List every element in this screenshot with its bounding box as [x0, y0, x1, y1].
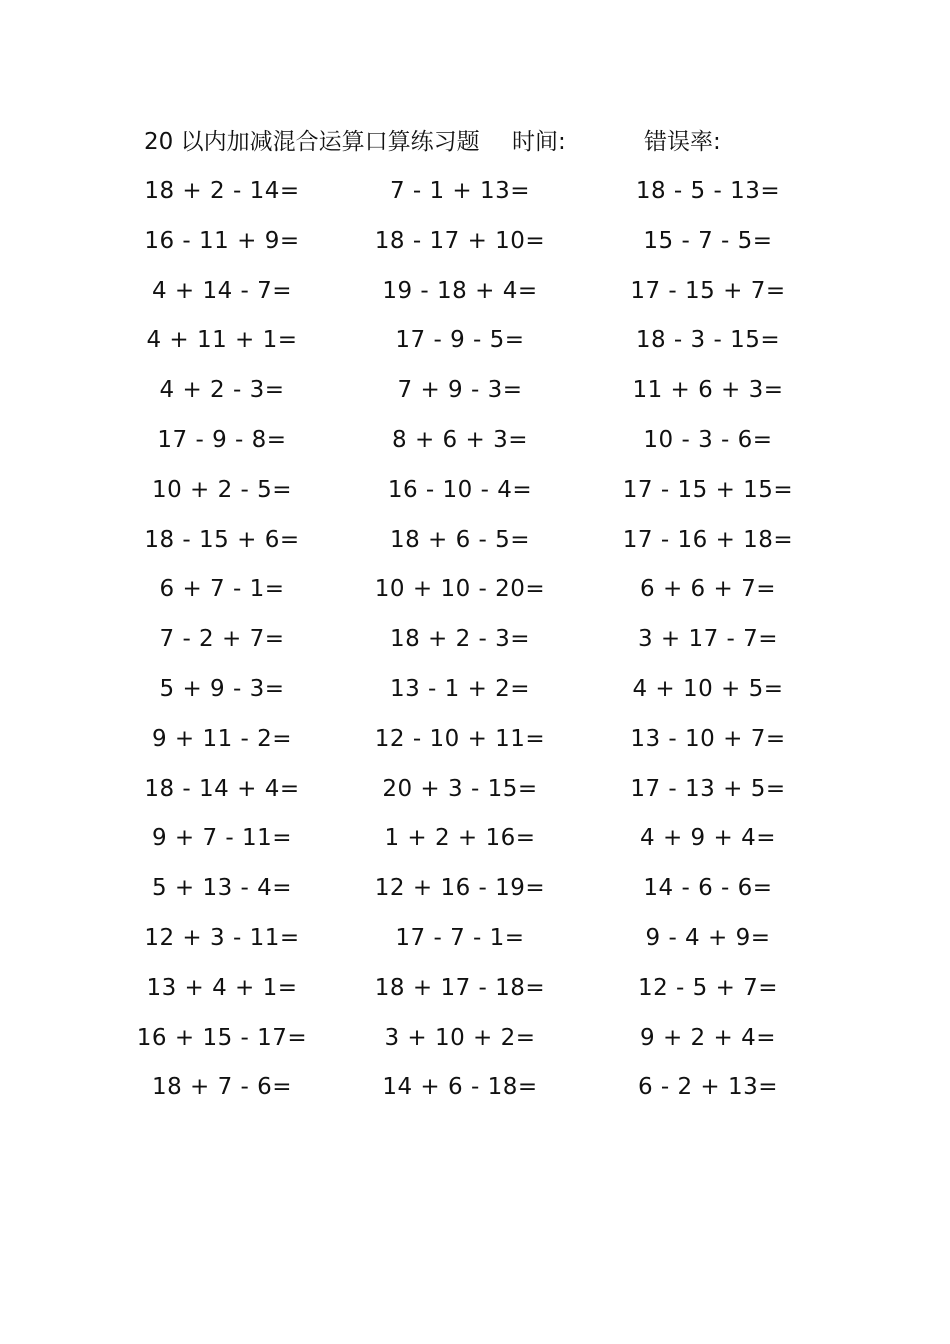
time-label: 时间: — [512, 129, 566, 155]
math-problem: 18 - 5 - 13= — [635, 178, 781, 204]
math-problem: 14 + 6 - 18= — [382, 1074, 538, 1101]
math-problem: 4 + 14 - 7= — [151, 277, 293, 304]
math-problem: 13 + 4 + 1= — [146, 974, 298, 1001]
math-problem: 18 - 14 + 4= — [144, 775, 300, 802]
math-problem: 13 - 10 + 7= — [630, 725, 786, 752]
math-problem: 4 + 10 + 5= — [632, 675, 784, 702]
math-problem: 8 + 6 + 3= — [392, 426, 528, 453]
math-problem: 18 + 7 - 6= — [151, 1074, 293, 1101]
math-problem: 5 + 9 - 3= — [159, 675, 285, 702]
math-problem: 5 + 13 - 4= — [151, 875, 293, 902]
math-problem: 17 - 13 + 5= — [630, 775, 786, 802]
error-rate-label: 错误率: — [644, 129, 721, 155]
math-problem: 18 - 17 + 10= — [374, 227, 546, 254]
problem-row — [0, 869, 950, 919]
worksheet-title: 20 以内加减混合运算口算练习题 — [144, 129, 480, 155]
problem-row — [0, 770, 950, 820]
math-problem: 14 - 6 - 6= — [643, 875, 773, 902]
math-problem: 10 + 2 - 5= — [151, 476, 293, 503]
problem-row — [0, 222, 950, 272]
math-problem: 20 + 3 - 15= — [382, 775, 538, 802]
problem-row — [0, 1068, 950, 1118]
math-problem: 6 + 6 + 7= — [640, 576, 776, 603]
math-problem: 3 + 17 - 7= — [637, 626, 779, 653]
problem-row — [0, 272, 950, 322]
problem-row — [0, 670, 950, 720]
math-problem: 4 + 9 + 4= — [640, 825, 776, 852]
problem-row — [0, 1019, 950, 1069]
math-problem: 13 - 1 + 2= — [389, 675, 531, 702]
problem-row — [0, 919, 950, 969]
math-problem: 12 + 16 - 19= — [374, 875, 546, 902]
math-problem: 18 - 15 + 6= — [144, 526, 300, 553]
math-problem: 18 + 6 - 5= — [389, 526, 531, 553]
math-problem: 12 + 3 - 11= — [144, 924, 300, 951]
math-problem: 18 - 3 - 15= — [635, 327, 781, 354]
problem-row — [0, 969, 950, 1019]
problem-row — [0, 521, 950, 571]
math-problem: 9 + 7 - 11= — [151, 825, 293, 852]
problem-row — [0, 720, 950, 770]
math-problem: 17 - 9 - 5= — [395, 327, 525, 354]
math-problem: 17 - 15 + 15= — [622, 476, 794, 503]
math-problem: 17 - 9 - 8= — [157, 426, 287, 453]
math-problem: 6 + 7 - 1= — [159, 576, 285, 603]
math-problem: 17 - 7 - 1= — [395, 924, 525, 951]
math-problem: 9 - 4 + 9= — [645, 924, 771, 951]
math-problem: 16 + 15 - 17= — [136, 1024, 308, 1051]
problem-row — [0, 620, 950, 670]
math-problem: 4 + 2 - 3= — [159, 377, 285, 404]
math-problem: 4 + 11 + 1= — [146, 327, 298, 354]
math-problem: 19 - 18 + 4= — [382, 277, 538, 304]
worksheet-header — [144, 124, 784, 160]
math-problem: 10 + 10 - 20= — [374, 576, 546, 603]
math-problem: 18 + 17 - 18= — [374, 974, 546, 1001]
problem-row — [0, 819, 950, 869]
math-problem: 16 - 11 + 9= — [144, 227, 300, 254]
math-problem: 17 - 16 + 18= — [622, 526, 794, 553]
math-problem: 12 - 10 + 11= — [374, 725, 546, 752]
problem-row — [0, 421, 950, 471]
math-problem: 9 + 2 + 4= — [640, 1024, 776, 1051]
math-problem: 12 - 5 + 7= — [637, 974, 779, 1001]
problem-row — [0, 371, 950, 421]
math-problem: 7 + 9 - 3= — [397, 377, 523, 404]
problem-row — [0, 172, 950, 222]
problem-row — [0, 570, 950, 620]
math-problem: 15 - 7 - 5= — [643, 227, 773, 254]
problem-row — [0, 321, 950, 371]
math-problem: 7 - 2 + 7= — [159, 626, 285, 653]
math-problem: 18 + 2 - 14= — [144, 178, 300, 204]
math-problem: 1 + 2 + 16= — [384, 825, 536, 852]
problem-row — [0, 471, 950, 521]
math-problem: 3 + 10 + 2= — [384, 1024, 536, 1051]
problem-grid — [0, 172, 950, 1118]
math-problem: 11 + 6 + 3= — [632, 377, 784, 404]
math-problem: 9 + 11 - 2= — [151, 725, 293, 752]
math-problem: 7 - 1 + 13= — [389, 178, 531, 204]
math-problem: 10 - 3 - 6= — [643, 426, 773, 453]
math-problem: 18 + 2 - 3= — [389, 626, 531, 653]
math-problem: 16 - 10 - 4= — [387, 476, 533, 503]
math-problem: 6 - 2 + 13= — [637, 1074, 779, 1101]
math-problem: 17 - 15 + 7= — [630, 277, 786, 304]
